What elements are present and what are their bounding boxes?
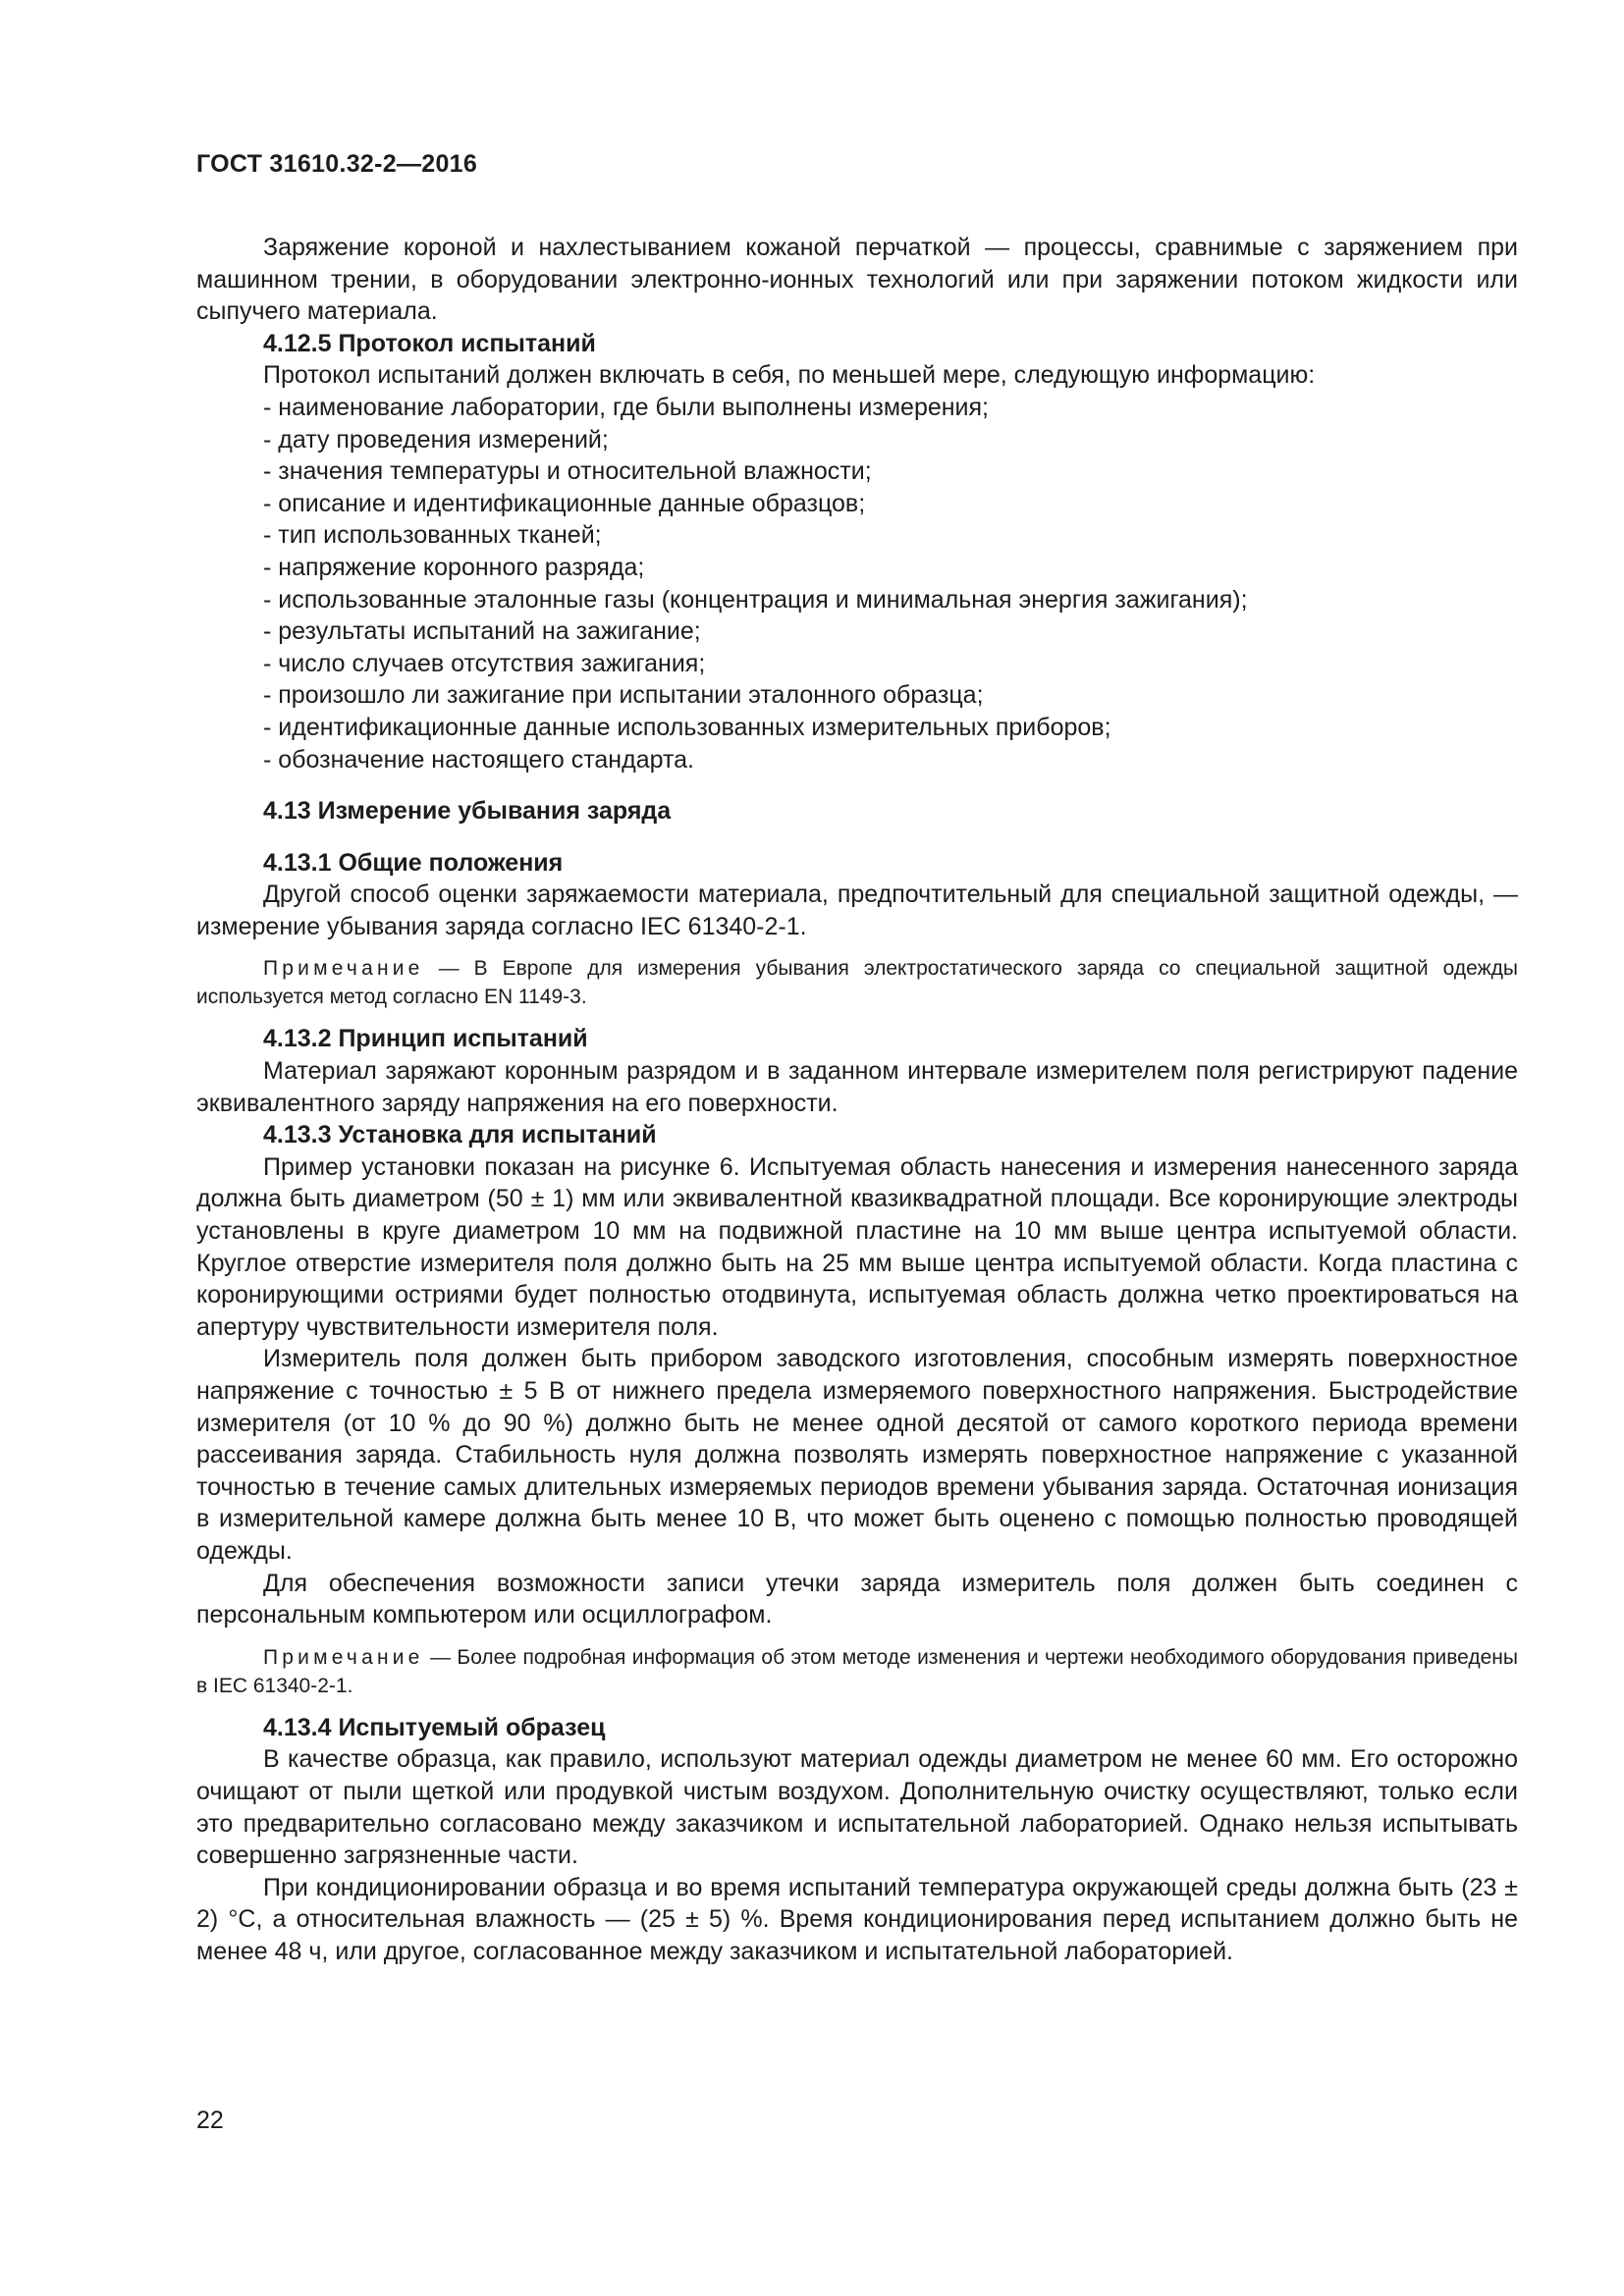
list-item: - значения температуры и относительной влажности;: [263, 457, 872, 486]
document-header: ГОСТ 31610.32-2—2016: [196, 150, 478, 178]
list-item: - обозначение настоящего стандарта.: [263, 745, 694, 774]
list-item: - напряжение коронного разряда;: [263, 553, 645, 581]
paragraph-intro: Заряжение короной и нахлестыванием кожаной перчаткой — процессы, сравнимые с заряжением при машинном трении, в оборудовании электронно-ионных технологий или при заряжении потоком жидкости или сыпучего материала.: [196, 234, 1518, 326]
protocol-intro: Протокол испытаний должен включать в себя, по меньшей мере, следующую информацию:: [263, 361, 1316, 390]
list-item: - произошло ли зажигание при испытании эталонного образца;: [263, 681, 984, 710]
heading-4-12-5: 4.12.5 Протокол испытаний: [263, 329, 596, 357]
paragraph-4-13-3-c: Для обеспечения возможности записи утечки заряда измеритель поля должен быть соединен с персональным компьютером или осциллографом.: [196, 1569, 1518, 1629]
list-item: - идентификационные данные использованных измерительных приборов;: [263, 713, 1111, 741]
note-label: Примечание: [263, 957, 424, 981]
paragraph-4-13-4-a: В качестве образца, как правило, используют материал одежды диаметром не менее 60 мм. Его осторожно очищают от пыли щеткой или продувкой чистым воздухом. Дополнительную очистку осуществляют, только если это предварительно согласовано между заказчиком и испытательной лабораторией. Однако нельзя испытывать совершенно загрязненные части.: [196, 1745, 1518, 1870]
list-item: - использованные эталонные газы (концентрация и минимальная энергия зажигания);: [263, 585, 1248, 614]
heading-4-13: 4.13 Измерение убывания заряда: [263, 797, 672, 826]
page-number: 22: [196, 2107, 224, 2134]
heading-4-13-3: 4.13.3 Установка для испытаний: [263, 1121, 657, 1149]
list-item: - результаты испытаний на зажигание;: [263, 617, 701, 646]
list-item: - дату проведения измерений;: [263, 425, 609, 454]
paragraph-4-13-1: Другой способ оценки заряжаемости материала, предпочтительный для специальной защитной одежды, — измерение убывания заряда согласно IEC 61340-2-1.: [196, 881, 1518, 940]
heading-4-13-2: 4.13.2 Принцип испытаний: [263, 1025, 588, 1053]
list-item: - число случаев отсутствия зажигания;: [263, 649, 706, 677]
list-item: - описание и идентификационные данные образцов;: [263, 489, 866, 517]
note-text: — Более подробная информация об этом методе изменения и чертежи необходимого оборудования приведены в IEC 61340-2-1.: [196, 1645, 1518, 1697]
paragraph-4-13-3-a: Пример установки показан на рисунке 6. Испытуемая область нанесения и измерения нанесенного заряда должна быть диаметром (50 ± 1) мм или эквивалентной квазиквадратной площади. Все коронирующие электроды установлены в круге диаметром 10 мм на подвижной пластине на 10 мм выше центра испытуемой области. Круглое отверстие измерителя поля должно быть на 25 мм выше центра испытуемой области. Когда пластина с коронирующими остриями будет полностью отодвинута, испытуемая область должна четко проектироваться на апертуру чувствительности измерителя поля.: [196, 1152, 1518, 1341]
paragraph-4-13-2: Материал заряжают коронным разрядом и в заданном интервале измерителем поля регистрируют падение эквивалентного заряду напряжения на его поверхности.: [196, 1057, 1518, 1117]
note-label: Примечание: [263, 1645, 424, 1669]
document-page: [196, 147, 1518, 1968]
paragraph-4-13-4-b: При кондиционировании образца и во время испытаний температура окружающей среды должна быть (23 ± 2) °С, а относительная влажность — (25 ± 5) %. Время кондиционирования перед испытанием должно быть не менее 48 ч, или другое, согласованное между заказчиком и испытательной лабораторией.: [196, 1873, 1518, 1965]
list-item: - тип использованных тканей;: [263, 521, 602, 550]
paragraph-4-13-3-b: Измеритель поля должен быть прибором заводского изготовления, способным измерять поверхностное напряжение с точностью ± 5 В от нижнего предела измеряемого поверхностного напряжения. Быстродействие измерителя (от 10 % до 90 %) должно быть не менее одной десятой от самого короткого периода времени рассеивания заряда. Стабильность нуля должна позволять измерять поверхностное напряжение с указанной точностью в течение самых длительных измеряемых периодов времени убывания заряда. Остаточная ионизация в измерительной камере должна быть менее 10 В, что может быть оценено с помощью полностью проводящей одежды.: [196, 1345, 1518, 1565]
list-item: - наименование лаборатории, где были выполнены измерения;: [263, 393, 990, 421]
note-4-13-3: [196, 1643, 1518, 1700]
note-text: — В Европе для измерения убывания электростатического заряда со специальной защитной одежды используется метод согласно EN 1149-3.: [196, 957, 1518, 1009]
heading-4-13-4: 4.13.4 Испытуемый образец: [263, 1713, 606, 1741]
note-4-13-1: [196, 954, 1518, 1011]
protocol-list: [196, 392, 1518, 775]
heading-4-13-1: 4.13.1 Общие положения: [263, 848, 564, 877]
